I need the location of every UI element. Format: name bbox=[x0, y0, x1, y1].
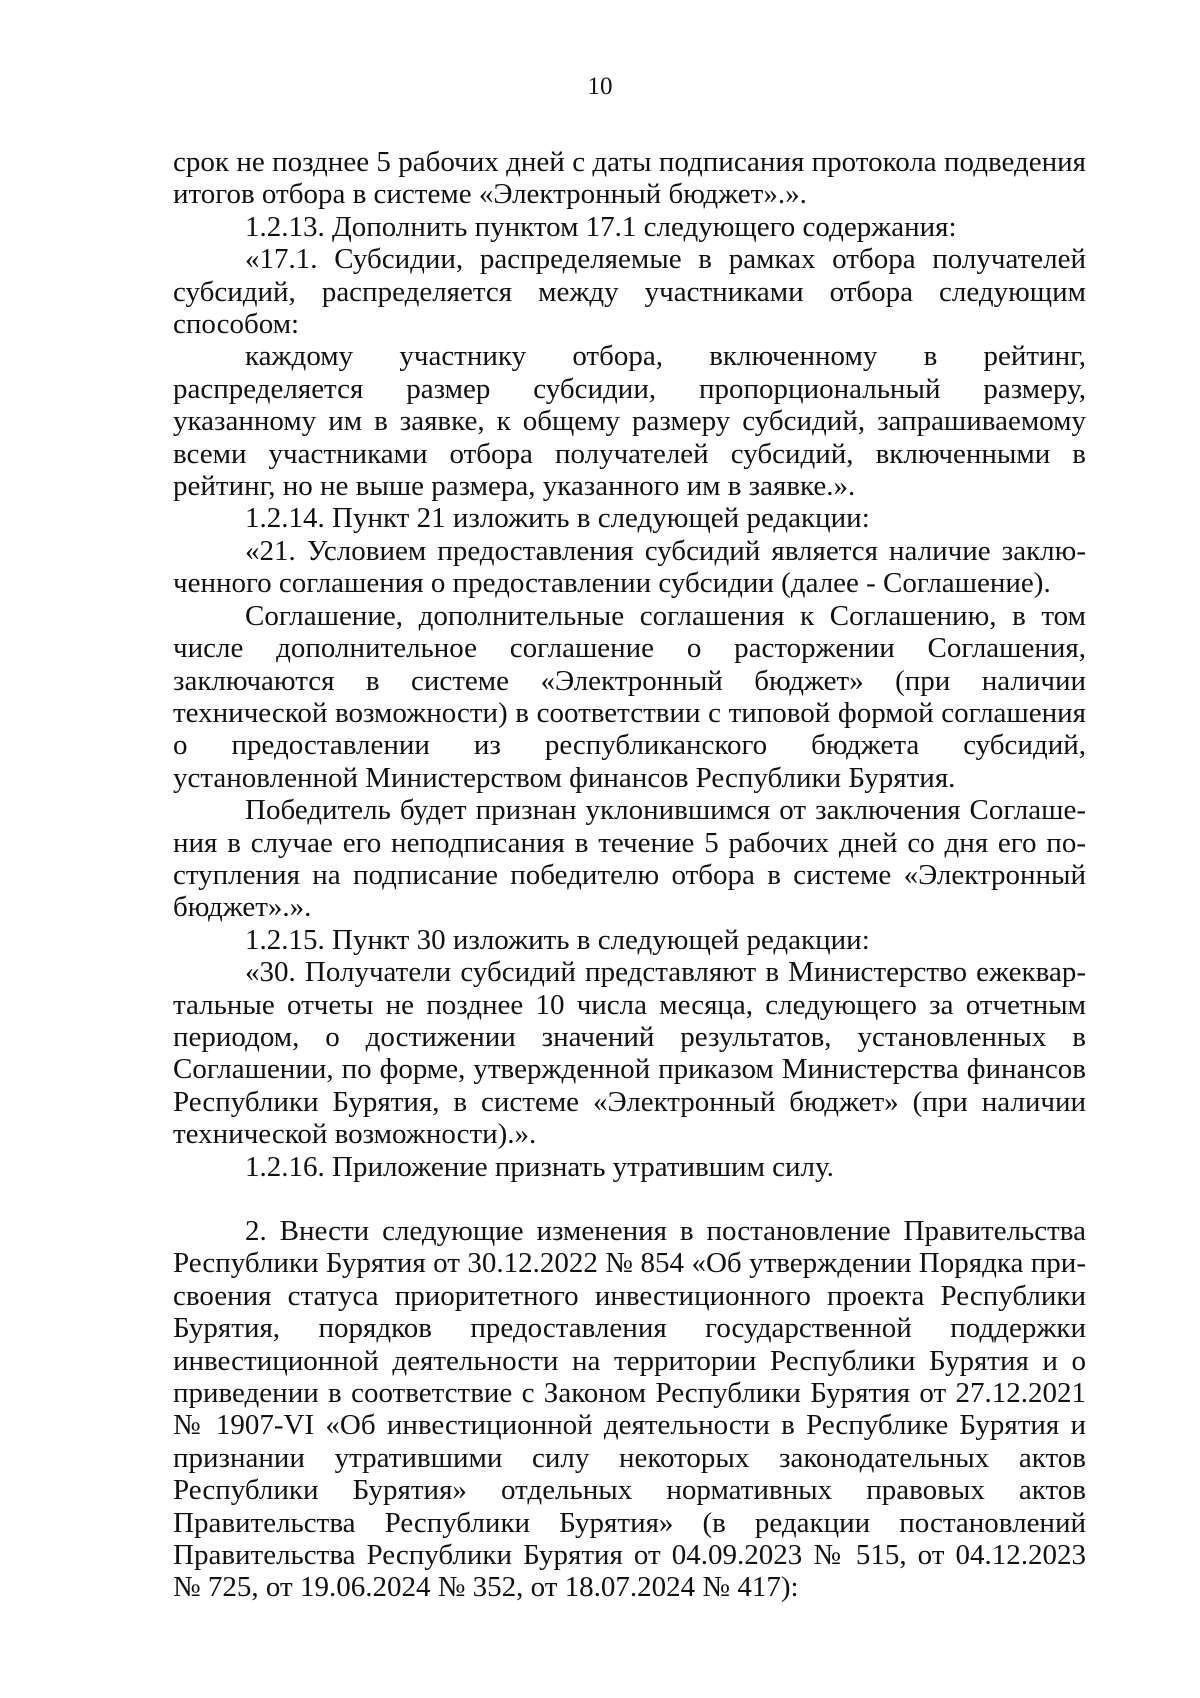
paragraph-point-17-1: «17.1. Субсидии, распределяемые в рамках отбора получателей субсидий, распределяется между участниками отбора следующим способом: bbox=[173, 243, 1086, 341]
paragraph-item-1-2-13: 1.2.13. Дополнить пунктом 17.1 следующего содержания: bbox=[245, 210, 957, 243]
paragraph-distribution-rule: каждому участнику отбора, включенному в рейтинг, распределяется размер субсидии, пропорциональный размеру, указанному им в заявке, к общему размеру субсидий, запрашиваемому всеми участниками отбора получателей субсидий, включенными в рейтинг, но не выше размера, указанного им в заявке.». bbox=[173, 340, 1086, 503]
paragraph-continuation: срок не позднее 5 рабочих дней с даты подписания протокола подведения итогов отбора в системе «Электронный бюджет».». bbox=[173, 146, 1086, 211]
page-number: 10 bbox=[587, 73, 613, 100]
paragraph-point-21: «21. Условием предоставления субсидий является наличие заключенного соглашения о предоставлении субсидии (далее - Соглашение). bbox=[173, 534, 1086, 600]
paragraph-item-1-2-15: 1.2.15. Пункт 30 изложить в следующей редакции: bbox=[245, 923, 870, 956]
paragraph-item-1-2-14: 1.2.14. Пункт 21 изложить в следующей редакции: bbox=[245, 502, 870, 535]
paragraph-winner: Победитель будет признан уклонившимся от заключения Соглашения в случае его неподписания в течение 5 рабочих дней со дня его поступления на подписание победителю отбора в системе «Электронный бюджет».». bbox=[173, 794, 1086, 924]
paragraph-point-30: «30. Получатели субсидий представляют в Министерство ежеквартальные отчеты не позднее 10 числа месяца, следующего за отчетным периодом, о достижении значений результатов, установленных в Соглашении, по форме, утвержденной приказом Министерства финансов Республики Бурятия, в системе «Электронный бюджет» (при наличии технической возможности).». bbox=[173, 956, 1086, 1151]
paragraph-section-2: 2. Внести следующие изменения в постановление Правительства Республики Бурятия от 30.12.2022 № 854 «Об утверждении Порядка присвоения статуса приоритетного инвестиционного проекта Республики Бурятия, порядков предоставления государственной поддержки инвестиционной деятельности на территории Республики Бурятия и о приведении в соответствие с Законом Республики Бурятия от 27.12.2021 № 1907-VI «Об инвестиционной деятельности в Республике Бурятия и признании утратившими силу некоторых законодательных актов Республики Бурятия» отдельных нормативных правовых актов Правительства Республики Бурятия» (в редакции постановлений Правительства Республики Бурятия от 04.09.2023 № 515, от 04.12.2023 № 725, от 19.06.2024 № 352, от 18.07.2024 № 417): bbox=[173, 1215, 1086, 1604]
document-body bbox=[173, 146, 1086, 1604]
paragraph-item-1-2-16: 1.2.16. Приложение признать утратившим силу. bbox=[245, 1150, 834, 1183]
paragraph-agreement: Соглашение, дополнительные соглашения к Соглашению, в том числе дополнительное соглашение о расторжении Соглашения, заключаются в системе «Электронный бюджет» (при наличии технической возможности) в соответствии с типовой формой соглашения о предоставлении из республиканского бюджета субсидий, установленной Министерством финансов Республики Бурятия. bbox=[173, 599, 1086, 794]
